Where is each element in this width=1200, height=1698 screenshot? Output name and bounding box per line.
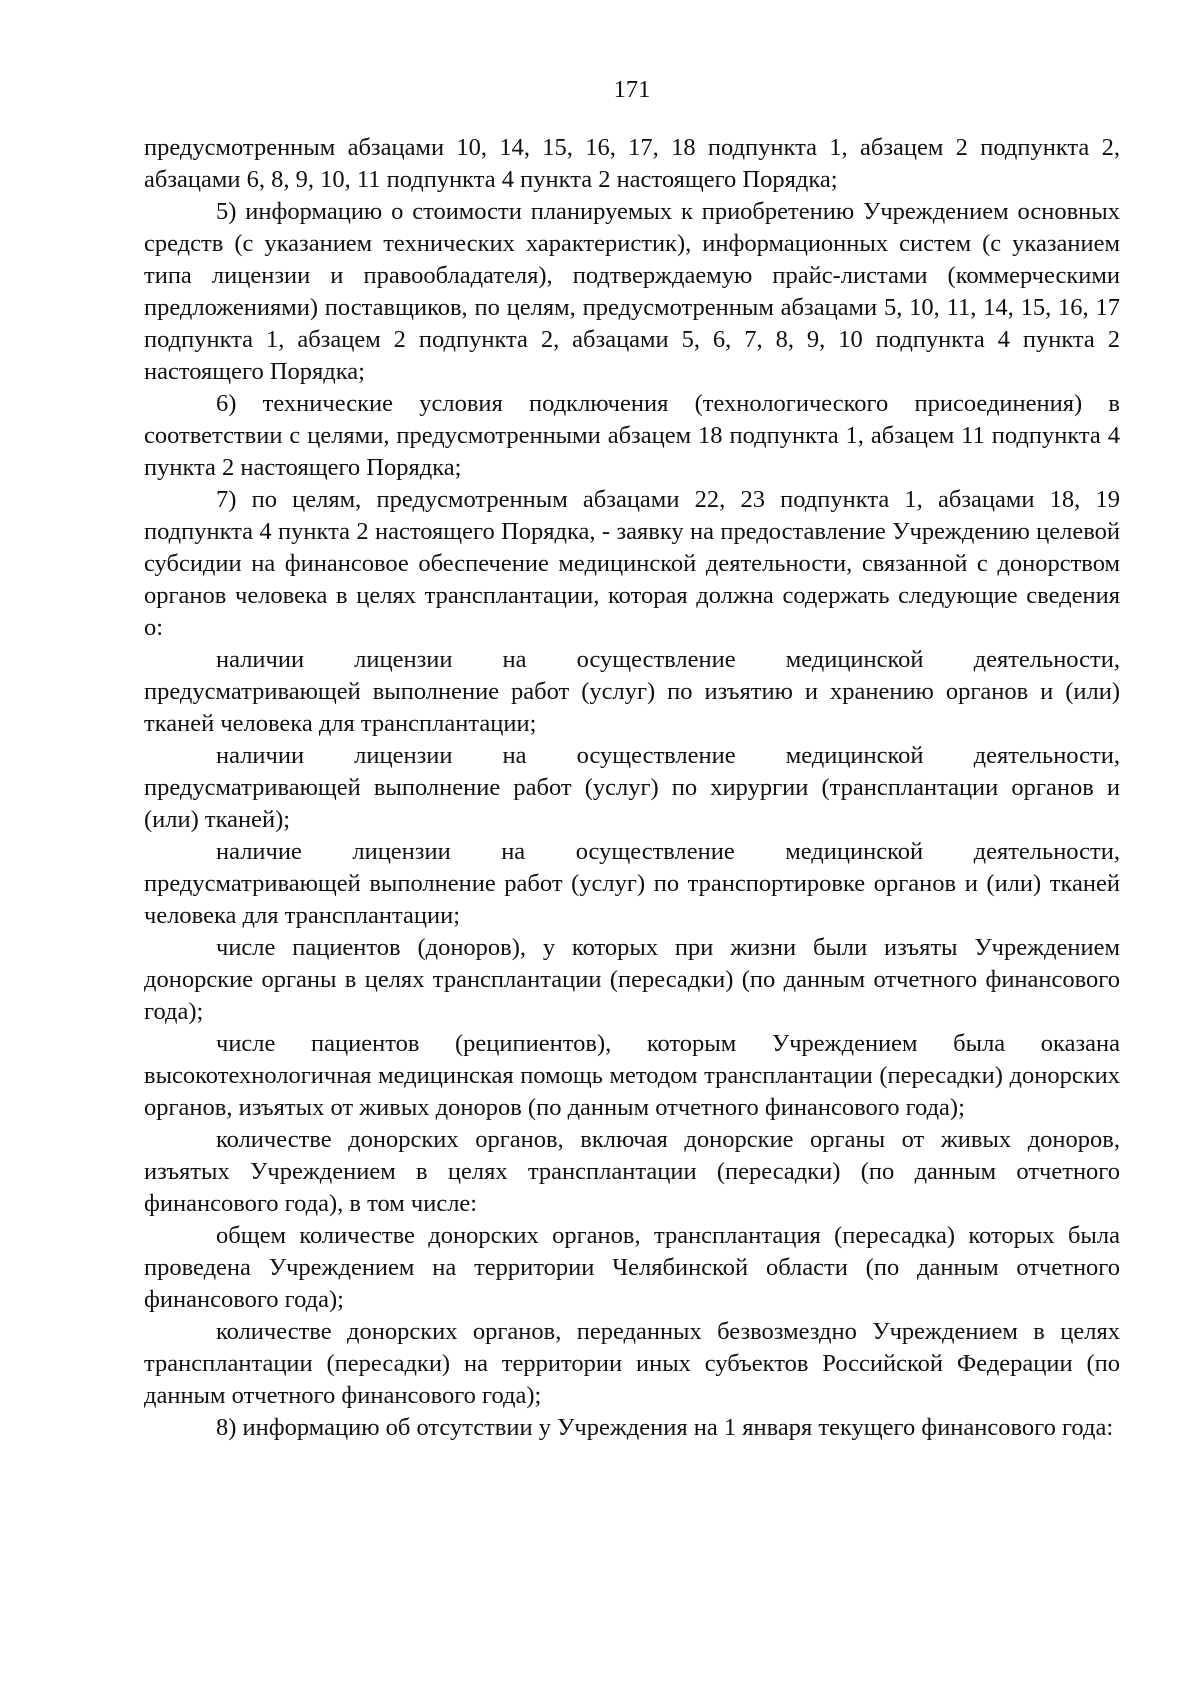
document-body: [144, 132, 1120, 1444]
paragraph: наличии лицензии на осуществление медицинской деятельности, предусматривающей выполнение работ (услуг) по изъятию и хранению органов и (или) тканей человека для трансплантации;: [144, 646, 1120, 737]
paragraph: 5) информацию о стоимости планируемых к приобретению Учреждением основных средств (с указанием технических характеристик), информационных систем (с указанием типа лицензии и правообладателя), подтверждаемую прайс-листами (коммерческими предложениями) поставщиков, по целям, предусмотренным абзацами 5, 10, 11, 14, 15, 16, 17 подпункта 1, абзацем 2 подпункта 2, абзацами 5, 6, 7, 8, 9, 10 подпункта 4 пункта 2 настоящего Порядка;: [144, 198, 1120, 385]
paragraph: 6) технические условия подключения (технологического присоединения) в соответствии с целями, предусмотренными абзацем 18 подпункта 1, абзацем 11 подпункта 4 пункта 2 настоящего Порядка;: [144, 390, 1120, 481]
paragraph: наличие лицензии на осуществление медицинской деятельности, предусматривающей выполнение работ (услуг) по транспортировке органов и (или) тканей человека для трансплантации;: [144, 838, 1120, 929]
paragraph: предусмотренным абзацами 10, 14, 15, 16, 17, 18 подпункта 1, абзацем 2 подпункта 2, абзацами 6, 8, 9, 10, 11 подпункта 4 пункта 2 настоящего Порядка;: [144, 134, 1120, 193]
paragraph: количестве донорских органов, переданных безвозмездно Учреждением в целях трансплантации (пересадки) на территории иных субъектов Российской Федерации (по данным отчетного финансового года);: [144, 1318, 1120, 1409]
paragraph: количестве донорских органов, включая донорские органы от живых доноров, изъятых Учреждением в целях трансплантации (пересадки) (по данным отчетного финансового года), в том числе:: [144, 1126, 1120, 1217]
paragraph: 8) информацию об отсутствии у Учреждения на 1 января текущего финансового года:: [216, 1414, 1114, 1441]
paragraph: наличии лицензии на осуществление медицинской деятельности, предусматривающей выполнение работ (услуг) по хирургии (трансплантации органов и (или) тканей);: [144, 742, 1120, 833]
document-page: [144, 0, 1120, 1444]
paragraph: общем количестве донорских органов, трансплантация (пересадка) которых была проведена Учреждением на территории Челябинской области (по данным отчетного финансового года);: [144, 1222, 1120, 1313]
paragraph: 7) по целям, предусмотренным абзацами 22, 23 подпункта 1, абзацами 18, 19 подпункта 4 пункта 2 настоящего Порядка, - заявку на предоставление Учреждению целевой субсидии на финансовое обеспечение медицинской деятельности, связанной с донорством органов человека в целях трансплантации, которая должна содержать следующие сведения о:: [144, 486, 1120, 641]
paragraph: числе пациентов (доноров), у которых при жизни были изъяты Учреждением донорские органы в целях трансплантации (пересадки) (по данным отчетного финансового года);: [144, 934, 1120, 1025]
paragraph: числе пациентов (реципиентов), которым Учреждением была оказана высокотехнологичная медицинская помощь методом трансплантации (пересадки) донорских органов, изъятых от живых доноров (по данным отчетного финансового года);: [144, 1030, 1120, 1121]
page-number: 171: [613, 76, 651, 103]
